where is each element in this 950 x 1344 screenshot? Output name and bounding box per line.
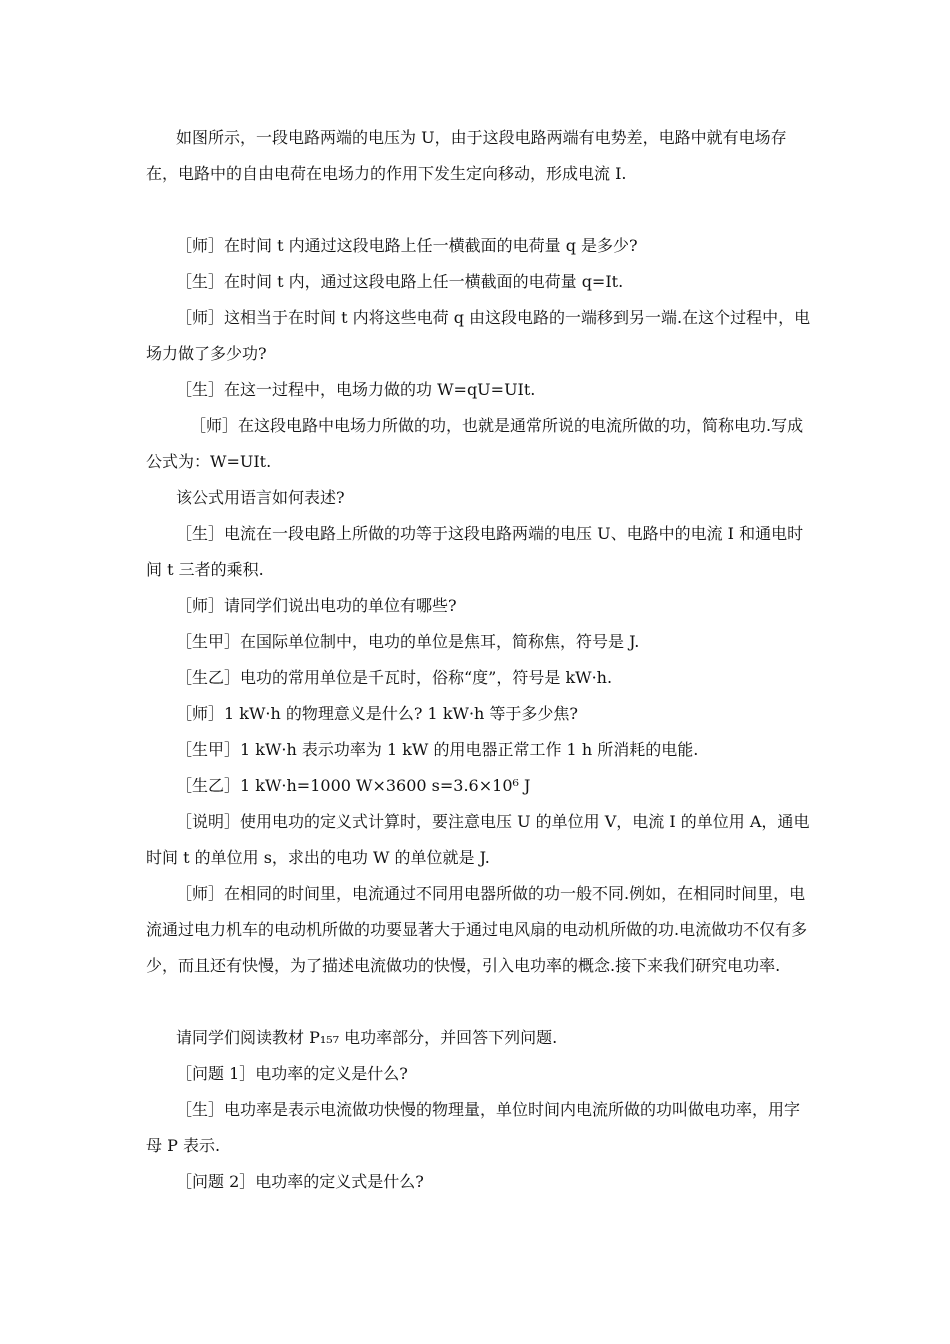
paragraph-line: ［师］在这段电路中电场力所做的功，也就是通常所说的电流所做的功，简称电功. bbox=[190, 416, 772, 435]
paragraph-line: 请同学们阅读教材 P₁₅₇ 电功率部分，并回答下列问题. bbox=[176, 1028, 558, 1047]
paragraph bbox=[146, 264, 816, 300]
paragraph-line: ［师］请同学们说出电功的单位有哪些? bbox=[176, 596, 457, 615]
paragraph bbox=[146, 228, 816, 264]
paragraph bbox=[146, 768, 816, 804]
paragraph bbox=[146, 1020, 816, 1056]
paragraph bbox=[146, 1056, 816, 1092]
paragraph bbox=[146, 372, 816, 408]
paragraph bbox=[146, 1164, 816, 1200]
paragraph-line: ［生乙］1 kW·h=1000 W×3600 s=3.6×10⁶ J bbox=[176, 776, 531, 795]
paragraph-line: 存在，电路中的自由电荷在电场力的作用下发生定向移动，形成电流 I. bbox=[146, 128, 787, 183]
paragraph-line: ［生甲］在国际单位制中，电功的单位是焦耳，简称焦，符号是 J. bbox=[176, 632, 640, 651]
paragraph-line: ［生］电功率是表示电流做功快慢的物理量，单位时间内电流所做的功叫做电功率， bbox=[176, 1100, 769, 1119]
paragraph-line: 如图所示，一段电路两端的电压为 U，由于这段电路两端有电势差，电路中就有电场 bbox=[176, 128, 771, 147]
paragraph bbox=[146, 804, 816, 876]
paragraph bbox=[146, 408, 816, 480]
paragraph bbox=[146, 732, 816, 768]
paragraph-line: 电时间 t 三者的乘积. bbox=[146, 524, 804, 579]
paragraph-line: 用字母 P 表示. bbox=[146, 1100, 801, 1155]
paragraph-line: ［师］在相同的时间里，电流通过不同用电器所做的功一般不同.例如，在相同时间里， bbox=[176, 884, 790, 903]
paragraph-line: ［问题 1］电功率的定义是什么? bbox=[176, 1064, 408, 1083]
paragraph bbox=[146, 588, 816, 624]
paragraph-line: ［说明］使用电功的定义式计算时，要注意电压 U 的单位用 V，电流 I 的单位用 A，通 bbox=[176, 812, 794, 831]
paragraph-line: ［生］在这一过程中，电场力做的功 W=qU=UIt. bbox=[176, 380, 536, 399]
paragraph bbox=[146, 660, 816, 696]
paragraph bbox=[146, 624, 816, 660]
paragraph-line: ［生］电流在一段电路上所做的功等于这段电路两端的电压 U、电路中的电流 I 和通 bbox=[176, 524, 772, 543]
paragraph-line: 该公式用语言如何表述? bbox=[176, 488, 345, 507]
paragraph bbox=[146, 696, 816, 732]
paragraph-line: 电功率. bbox=[727, 956, 781, 975]
paragraph bbox=[146, 120, 816, 192]
paragraph bbox=[146, 876, 816, 984]
paragraph-line: ［生甲］1 kW·h 表示功率为 1 kW 的用电器正常工作 1 h 所消耗的电能. bbox=[176, 740, 699, 759]
paragraph-line: 电流通过电力机车的电动机所做的功要显著大于通过电风扇的电动机所做的功.电流做功不 bbox=[146, 884, 806, 939]
paragraph bbox=[146, 1092, 816, 1164]
paragraph bbox=[146, 480, 816, 516]
paragraph-line: ［师］在时间 t 内通过这段电路上任一横截面的电荷量 q 是多少? bbox=[176, 236, 638, 255]
paragraph-line: 电时间 t 的单位用 s，求出的电功 W 的单位就是 J. bbox=[146, 812, 810, 867]
paragraph-line: 电场力做了多少功? bbox=[146, 308, 811, 363]
paragraph bbox=[146, 300, 816, 372]
paragraph-line: 写成公式为：W=UIt. bbox=[146, 416, 804, 471]
paragraph-line: ［生］在时间 t 内，通过这段电路上任一横截面的电荷量 q=It. bbox=[176, 272, 624, 291]
paragraph-line: 仅有多少，而且还有快慢，为了描述电流做功的快慢，引入电功率的概念.接下来我们研究 bbox=[146, 920, 808, 975]
paragraph-line: ［问题 2］电功率的定义式是什么? bbox=[176, 1172, 424, 1191]
paragraph-line: ［生乙］电功的常用单位是千瓦时，俗称“度”，符号是 kW·h. bbox=[176, 668, 613, 687]
paragraph bbox=[146, 516, 816, 588]
paragraph-line: ［师］这相当于在时间 t 内将这些电荷 q 由这段电路的一端移到另一端.在这个过程中， bbox=[176, 308, 795, 327]
paragraph-line: ［师］1 kW·h 的物理意义是什么? 1 kW·h 等于多少焦? bbox=[176, 704, 579, 723]
